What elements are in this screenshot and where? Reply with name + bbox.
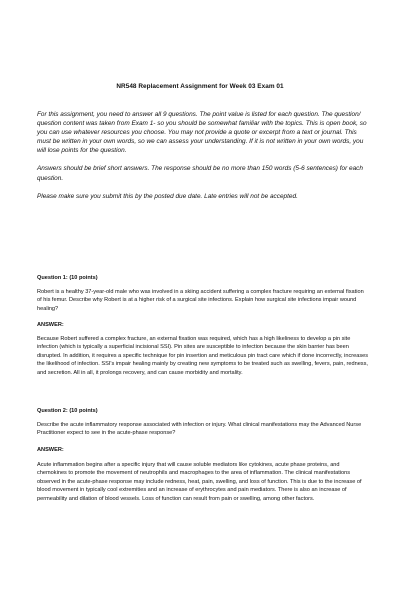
- question-1-answer-label-block: [37, 321, 369, 329]
- question-prompt: Describe the acute inflammatory response associated with infection or injury. What clinical manifestations may the Advanced Nurse Practitioner expect to see in the acute-phase response?: [37, 422, 362, 437]
- instructions-paragraph: For this assignment, you need to answer all 9 questions. The point value is listed for each question. The question/ question content was taken from Exam 1- so you should be somewhat familiar with the topics. This is open book, so you can use whatever resources you choose. You may not provide a quote or excerpt from a text or journal. This must be written in your own words, so we can assess your understanding. If it is not written in your own words, you will lose points for the question.: [37, 111, 367, 155]
- instructions: [37, 110, 369, 210]
- instructions-paragraph: Please make sure you submit this by the posted due date. Late entries will not be accepted.: [37, 192, 298, 200]
- question-heading: Question 2: (10 points): [37, 408, 98, 414]
- answer-text: Acute inflammation begins after a specific injury that will cause soluble mediators like cytokines, acute phase proteins, and chemokines to promote the movement of neutrophils and macrophages to the area of inflammation. The clinical manifestations observed in the acute-phase response may include redness, heat, pain, swelling, and loss of function. This is due to the increase of blood movement in typically cool extremities and an increase of erythrocytes and pain mediators. There is also an increase of permeability and dilation of blood vessels. Loss of function can result from pain or swelling, among other factors.: [37, 462, 362, 502]
- question-1-prompt-block: [37, 288, 369, 313]
- question-2-prompt-block: [37, 421, 369, 438]
- document-title: NR548 Replacement Assignment for Week 03 Exam 01: [116, 83, 284, 90]
- question-prompt: Robert is a healthy 37-year-old male who was involved in a skiing accident suffering a complex fracture requiring an external fixation of his femur. Describe why Robert is at a higher risk of a surgical site infections. Explain how surgical site infections impair wound healing?: [37, 289, 364, 312]
- question-1-answer-block: [37, 335, 369, 377]
- question-2-answer-block: [37, 461, 369, 503]
- question-heading: Question 1: (10 points): [37, 275, 98, 281]
- question-1-heading-block: [37, 274, 369, 282]
- answer-text: Because Robert suffered a complex fracture, an external fixation was required, which has a high likeliness to develop a pin site infection (which is typically a superficial incisional SSI). Pin sites are susceptible to infection because the skin barrier has been disrupted. In addition, it requires a specific technique for pin insertion and meticulous pin tract care which if done incorrectly, increases the likelihood of infection. SSI's impair healing mainly by creating new symptoms to be treated such as swelling, fevers, pain, redness, and secretion. All in all, it prolongs recovery, and can cause morbidity and mortality.: [37, 336, 369, 376]
- question-2-answer-label-block: [37, 446, 369, 454]
- instructions-paragraph: Answers should be brief short answers. The response should be no more than 150 words (5-6 sentences) for each question.: [37, 165, 363, 182]
- answer-label: ANSWER:: [37, 322, 64, 328]
- question-2-heading-block: [37, 407, 369, 415]
- answer-label: ANSWER:: [37, 447, 64, 453]
